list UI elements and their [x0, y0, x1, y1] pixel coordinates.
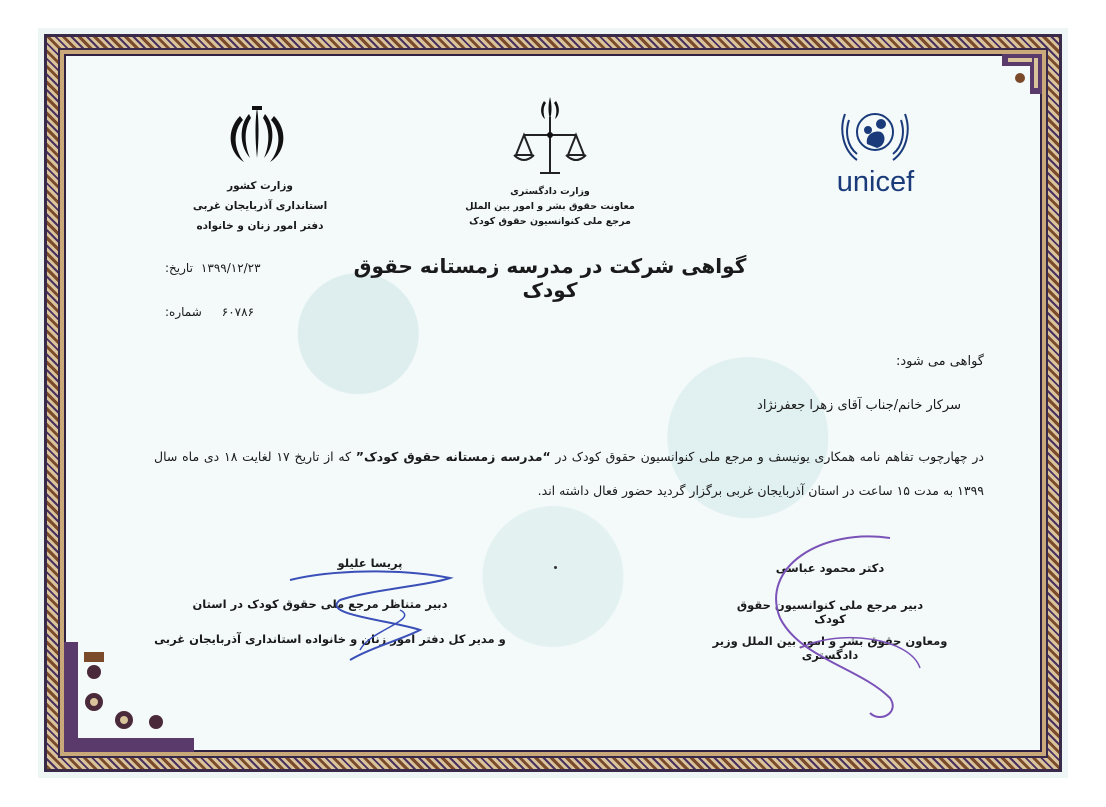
center-header-line2: معاونت حقوق بشر و امور بین الملل	[465, 201, 635, 212]
left-ministry-header	[180, 176, 340, 236]
number-value: ۶۰۷۸۶	[221, 305, 255, 319]
number-label: شماره:	[165, 305, 202, 319]
left-handwritten-signature	[250, 560, 490, 670]
date-row	[165, 261, 325, 275]
right-signer-title2: ومعاون حقوق بشر و امور بین الملل وزیر دادگستری	[712, 634, 948, 662]
number-row	[165, 305, 305, 319]
corner-ornament-top-right	[972, 54, 1042, 124]
left-signer-title1: دبیر متناظر مرجع ملی حقوق کودک در استان	[192, 597, 448, 611]
center-header-line3: مرجع ملی کنوانسیون حقوق کودک	[469, 216, 631, 227]
date-value: ۱۳۹۹/۱۲/۲۳	[200, 261, 261, 275]
stray-dot	[554, 566, 557, 569]
body-text-part1: در چهارچوب تفاهم نامه همکاری یونیسف و مرجع ملی کنوانسیون حقوق کودک در	[550, 449, 984, 464]
certificate-body-text	[154, 440, 984, 508]
right-signer-title1: دبیر مرجع ملی کنوانسیون حقوق کودک	[736, 598, 924, 626]
right-signer-name: دکتر محمود عباسی	[775, 561, 885, 575]
center-header-line1: وزارت دادگستری	[510, 186, 590, 197]
right-handwritten-signature	[740, 528, 930, 728]
center-ministry-header	[430, 184, 670, 229]
unicef-wordmark: unicef	[836, 166, 915, 198]
recipient-name: سرکار خانم/جناب آقای زهرا جعفرنژاد	[757, 398, 961, 413]
corner-ornament-bottom-left	[64, 602, 194, 752]
body-text-part2: که از تاریخ ۱۷ لغایت ۱۸ دی ماه سال ۱۳۹۹ به مدت ۱۵ ساعت در استان آذربایجان غربی برگزار گردید حضور فعال داشته اند.	[154, 449, 984, 498]
justice-scales-icon	[510, 95, 590, 180]
certificate-intro: گواهی می شود:	[895, 354, 984, 369]
left-header-line1: وزارت کشور	[227, 180, 293, 192]
course-name: “مدرسه زمستانه حقوق کودک”	[355, 449, 551, 464]
certificate-title: گواهی شرکت در مدرسه زمستانه حقوق کودک	[353, 254, 747, 302]
left-header-line2: استانداری آذربایجان غربی	[192, 200, 328, 212]
left-header-line3: دفتر امور زنان و خانواده	[196, 220, 324, 232]
left-signer-name: پریسا علیلو	[337, 556, 403, 570]
left-signer-title2: و مدیر کل دفتر امور زنان و خانواده استانداری آذربایجان غربی	[154, 632, 506, 646]
iran-emblem-icon	[222, 100, 292, 170]
date-label: تاریخ:	[165, 261, 193, 275]
